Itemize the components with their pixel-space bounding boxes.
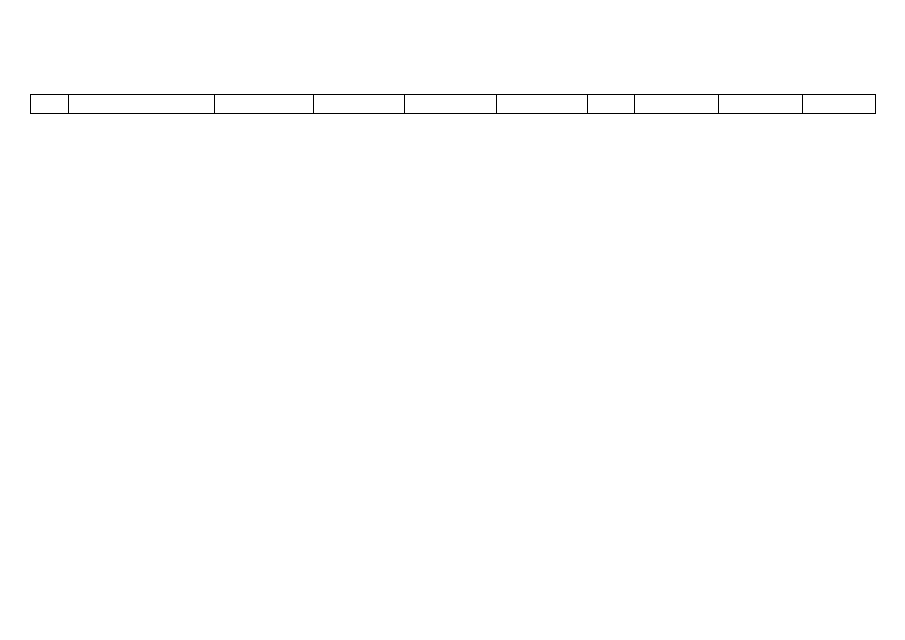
header-col-3	[215, 95, 314, 114]
header-col-8	[635, 95, 719, 114]
header-col-9	[719, 95, 803, 114]
header-col-7	[588, 95, 635, 114]
header-col-2	[69, 95, 215, 114]
header-col-1	[31, 95, 69, 114]
table-header	[30, 94, 876, 114]
header-col-10	[803, 95, 876, 114]
header-col-5	[405, 95, 497, 114]
header-col-6	[497, 95, 588, 114]
header-col-4	[314, 95, 405, 114]
